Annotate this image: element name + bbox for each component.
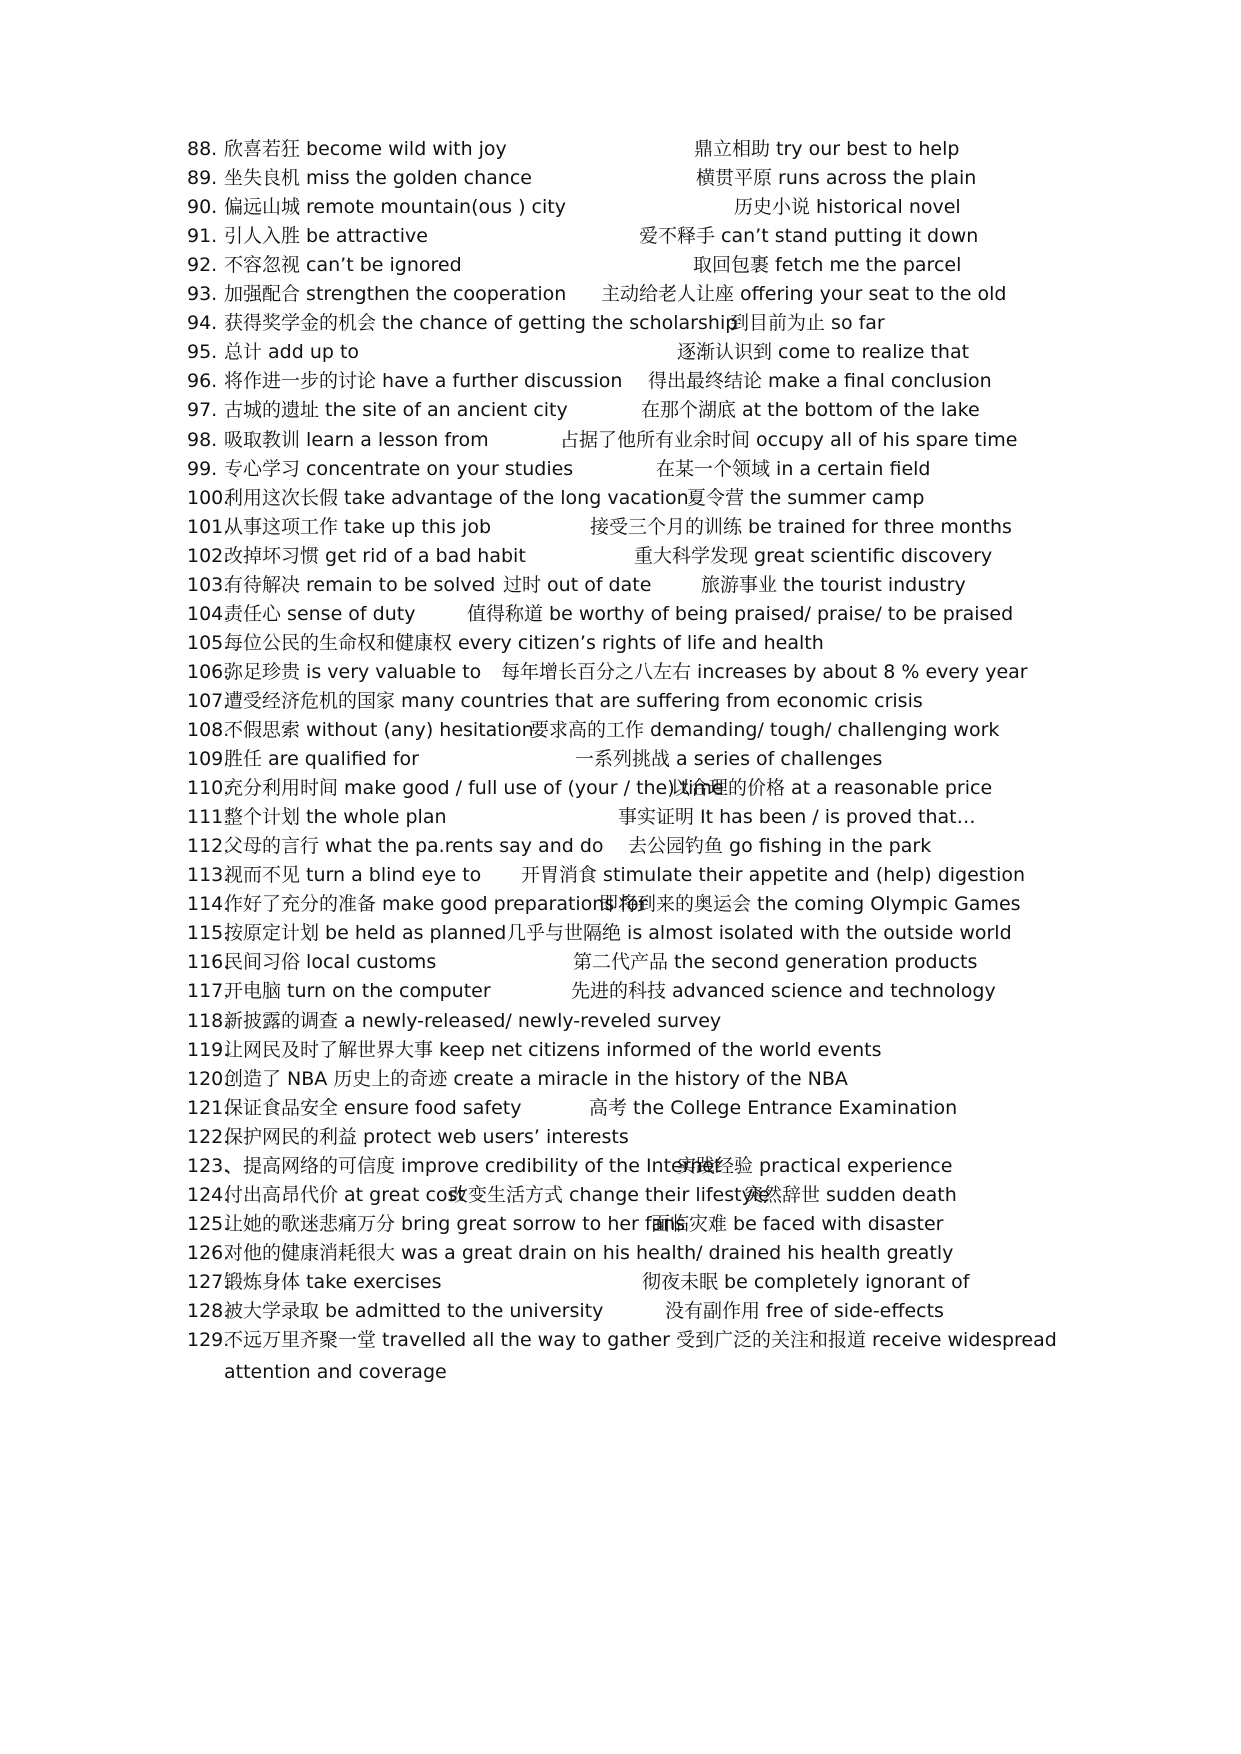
item-number: 97. [187, 399, 218, 421]
item-number: 101. [187, 516, 230, 538]
item-number: 88. [187, 138, 218, 160]
phrase-entry: 加强配合 strengthen the cooperation [224, 283, 567, 305]
list-item [187, 453, 1087, 485]
phrase-continuation: attention and coverage [224, 1361, 447, 1383]
phrase-entry: 总计 add up to [224, 341, 360, 363]
phrase-entry: 改变生活方式 change their lifestyle [449, 1184, 770, 1206]
phrase-entry: 不远万里齐聚一堂 travelled all the way to gather 受到广泛的关注和报道 receive widespread [224, 1329, 1057, 1351]
phrase-entry: 利用这次长假 take advantage of the long vacation [224, 487, 689, 509]
phrase-entry: 责任心 sense of duty [224, 603, 416, 625]
phrase-entry: 开胃消食 stimulate their appetite and (help) digestion [521, 864, 1026, 886]
list-item [187, 1121, 1087, 1153]
phrase-entry: 一系列挑战 a series of challenges [575, 748, 883, 770]
phrase-entry: 得出最终结论 make a final conclusion [648, 370, 992, 392]
phrase-entry: 坐失良机 miss the golden chance [224, 167, 532, 189]
phrase-entry: 从事这项工作 take up this job [224, 516, 492, 538]
item-number: 123. [187, 1155, 230, 1177]
item-number: 115. [187, 922, 230, 944]
list-item [187, 569, 1087, 601]
list-item [187, 394, 1087, 426]
list-item [187, 1092, 1087, 1124]
phrase-entry: 获得奖学金的机会 the chance of getting the scholarship [224, 312, 738, 334]
phrase-entry: 每年增长百分之八左右 increases by about 8 % every year [501, 661, 1028, 683]
phrase-entry: 整个计划 the whole plan [224, 806, 447, 828]
list-item [187, 946, 1087, 978]
item-number: 126. [187, 1242, 230, 1264]
phrase-entry: 付出高昂代价 at great cost [224, 1184, 465, 1206]
list-item [187, 249, 1087, 281]
list-item [187, 656, 1087, 688]
list-item [187, 307, 1087, 339]
item-number: 105. [187, 632, 230, 654]
phrase-entry: 、提高网络的可信度 improve credibility of the Internet [224, 1155, 722, 1177]
item-number: 114. [187, 893, 230, 915]
list-item [187, 714, 1087, 746]
phrase-entry: 民间习俗 local customs [224, 951, 437, 973]
list-item [187, 685, 1087, 717]
phrase-entry: 开电脑 turn on the computer [224, 980, 491, 1002]
item-number: 113. [187, 864, 230, 886]
phrase-entry: 占据了他所有业余时间 occupy all of his spare time [560, 429, 1018, 451]
phrase-entry: 实践经验 practical experience [677, 1155, 953, 1177]
list-item [187, 1208, 1087, 1240]
item-number: 121. [187, 1097, 230, 1119]
list-item [187, 1005, 1087, 1037]
item-number: 128. [187, 1300, 230, 1322]
list-item [187, 482, 1087, 514]
phrase-entry: 高考 the College Entrance Examination [589, 1097, 958, 1119]
item-number: 109. [187, 748, 230, 770]
list-item [187, 424, 1087, 456]
item-number: 111. [187, 806, 230, 828]
phrase-entry: 视而不见 turn a blind eye to [224, 864, 482, 886]
phrase-entry: 将作进一步的讨论 have a further discussion [224, 370, 623, 392]
phrase-entry: 父母的言行 what the pa.rents say and do [224, 835, 604, 857]
phrase-entry: 值得称道 be worthy of being praised/ praise/ to be praised [467, 603, 1014, 625]
item-number: 116. [187, 951, 230, 973]
phrase-entry: 突然辞世 sudden death [744, 1184, 957, 1206]
phrase-entry: 面临灾难 be faced with disaster [651, 1213, 944, 1235]
phrase-entry: 按原定计划 be held as planned [224, 922, 507, 944]
phrase-entry: 不假思索 without (any) hesitation [224, 719, 534, 741]
phrase-entry: 作好了充分的准备 make good preparations for [224, 893, 647, 915]
phrase-entry: 新披露的调查 a newly-released/ newly-reveled survey [224, 1010, 722, 1032]
phrase-entry: 吸取教训 learn a lesson from [224, 429, 489, 451]
phrase-entry: 事实证明 It has been / is proved that… [618, 806, 976, 828]
phrase-entry: 逐渐认识到 come to realize that [677, 341, 970, 363]
list-item [187, 540, 1087, 572]
list-item [187, 830, 1087, 862]
list-item [187, 627, 1087, 659]
item-number: 104. [187, 603, 230, 625]
phrase-entry: 每位公民的生命权和健康权 every citizen’s rights of life and health [224, 632, 824, 654]
phrase-entry: 弥足珍贵 is very valuable to [224, 661, 482, 683]
item-number: 93. [187, 283, 218, 305]
list-item [187, 511, 1087, 543]
phrase-entry: 有待解决 remain to be solved [224, 574, 496, 596]
phrase-entry: 让她的歌迷悲痛万分 bring great sorrow to her fans [224, 1213, 686, 1235]
phrase-entry: 夏令营 the summer camp [687, 487, 925, 509]
phrase-entry: 欣喜若狂 become wild with joy [224, 138, 507, 160]
phrase-entry: 保证食品安全 ensure food safety [224, 1097, 522, 1119]
phrase-entry: 横贯平原 runs across the plain [696, 167, 977, 189]
phrase-entry: 保护网民的利益 protect web users’ interests [224, 1126, 629, 1148]
phrase-entry: 主动给老人让座 offering your seat to the old [601, 283, 1007, 305]
phrase-entry: 第二代产品 the second generation products [573, 951, 978, 973]
item-number: 95. [187, 341, 218, 363]
list-item [187, 1237, 1087, 1269]
item-number: 129. [187, 1329, 230, 1351]
item-number: 110. [187, 777, 230, 799]
item-number: 108. [187, 719, 230, 741]
phrase-entry: 让网民及时了解世界大事 keep net citizens informed of the world events [224, 1039, 882, 1061]
item-number: 89. [187, 167, 218, 189]
phrase-entry: 充分利用时间 make good / full use of (your / the) time [224, 777, 724, 799]
list-item [187, 162, 1087, 194]
list-item [187, 220, 1087, 252]
phrase-entry: 彻夜未眠 be completely ignorant of [642, 1271, 970, 1293]
phrase-entry: 创造了 NBA 历史上的奇迹 create a miracle in the history of the NBA [224, 1068, 848, 1090]
phrase-entry: 遭受经济危机的国家 many countries that are suffering from economic crisis [224, 690, 923, 712]
list-item [187, 336, 1087, 368]
phrase-entry: 即将到来的奥运会 the coming Olympic Games [599, 893, 1021, 915]
phrase-entry: 胜任 are qualified for [224, 748, 419, 770]
item-number: 119. [187, 1039, 230, 1061]
phrase-entry: 没有副作用 free of side-effects [665, 1300, 944, 1322]
list-item [187, 888, 1087, 920]
phrase-entry: 接受三个月的训练 be trained for three months [590, 516, 1012, 538]
item-number: 125. [187, 1213, 230, 1235]
phrase-entry: 以合理的价格 at a reasonable price [671, 777, 993, 799]
item-number: 100. [187, 487, 230, 509]
list-item [187, 743, 1087, 775]
item-number: 106. [187, 661, 230, 683]
phrase-entry: 去公园钓鱼 go fishing in the park [628, 835, 932, 857]
list-item [187, 1150, 1087, 1182]
phrase-entry: 几乎与世隔绝 is almost isolated with the outside world [507, 922, 1012, 944]
list-item [187, 133, 1087, 165]
list-item [187, 1179, 1087, 1211]
list-item [187, 191, 1087, 223]
item-number: 107. [187, 690, 230, 712]
list-item [187, 278, 1087, 310]
item-number: 112. [187, 835, 230, 857]
phrase-entry: 被大学录取 be admitted to the university [224, 1300, 604, 1322]
phrase-entry: 改掉坏习惯 get rid of a bad habit [224, 545, 526, 567]
phrase-entry: 对他的健康消耗很大 was a great drain on his health/ drained his health greatly [224, 1242, 954, 1264]
item-number: 122. [187, 1126, 230, 1148]
list-item [187, 1034, 1087, 1066]
phrase-entry: 引人入胜 be attractive [224, 225, 428, 247]
phrase-entry: 偏远山城 remote mountain(ous ) city [224, 196, 566, 218]
item-number: 127. [187, 1271, 230, 1293]
list-item [187, 1266, 1087, 1298]
item-number: 99. [187, 458, 218, 480]
phrase-entry: 不容忽视 can’t be ignored [224, 254, 462, 276]
list-item [187, 917, 1087, 949]
item-number: 118. [187, 1010, 230, 1032]
phrase-entry: 过时 out of date [503, 574, 652, 596]
phrase-entry: 重大科学发现 great scientific discovery [634, 545, 993, 567]
phrase-entry: 古城的遗址 the site of an ancient city [224, 399, 568, 421]
list-item [187, 859, 1087, 891]
phrase-entry: 到目前为止 so far [730, 312, 885, 334]
phrase-entry: 专心学习 concentrate on your studies [224, 458, 574, 480]
list-item [187, 1295, 1087, 1327]
item-number: 96. [187, 370, 218, 392]
item-number: 103. [187, 574, 230, 596]
list-item [187, 801, 1087, 833]
item-number: 92. [187, 254, 218, 276]
phrase-entry: 先进的科技 advanced science and technology [571, 980, 996, 1002]
phrase-entry: 要求高的工作 demanding/ tough/ challenging work [530, 719, 1000, 741]
item-number: 98. [187, 429, 218, 451]
item-number: 94. [187, 312, 218, 334]
item-number: 124. [187, 1184, 230, 1206]
phrase-entry: 鼎立相助 try our best to help [694, 138, 960, 160]
list-item [187, 772, 1087, 804]
list-item [187, 365, 1087, 397]
phrase-entry: 爱不释手 can’t stand putting it down [639, 225, 979, 247]
list-item [187, 975, 1087, 1007]
item-number: 91. [187, 225, 218, 247]
phrase-entry: 取回包裹 fetch me the parcel [693, 254, 962, 276]
phrase-entry: 旅游事业 the tourist industry [701, 574, 966, 596]
item-number: 120. [187, 1068, 230, 1090]
list-item [187, 1063, 1087, 1095]
item-number: 102. [187, 545, 230, 567]
phrase-entry: 历史小说 historical novel [734, 196, 961, 218]
item-number: 90. [187, 196, 218, 218]
phrase-entry: 在某一个领域 in a certain field [656, 458, 931, 480]
list-item [187, 598, 1087, 630]
list-item [187, 1324, 1087, 1383]
phrase-entry: 在那个湖底 at the bottom of the lake [641, 399, 980, 421]
phrase-entry: 锻炼身体 take exercises [224, 1271, 442, 1293]
item-number: 117. [187, 980, 230, 1002]
